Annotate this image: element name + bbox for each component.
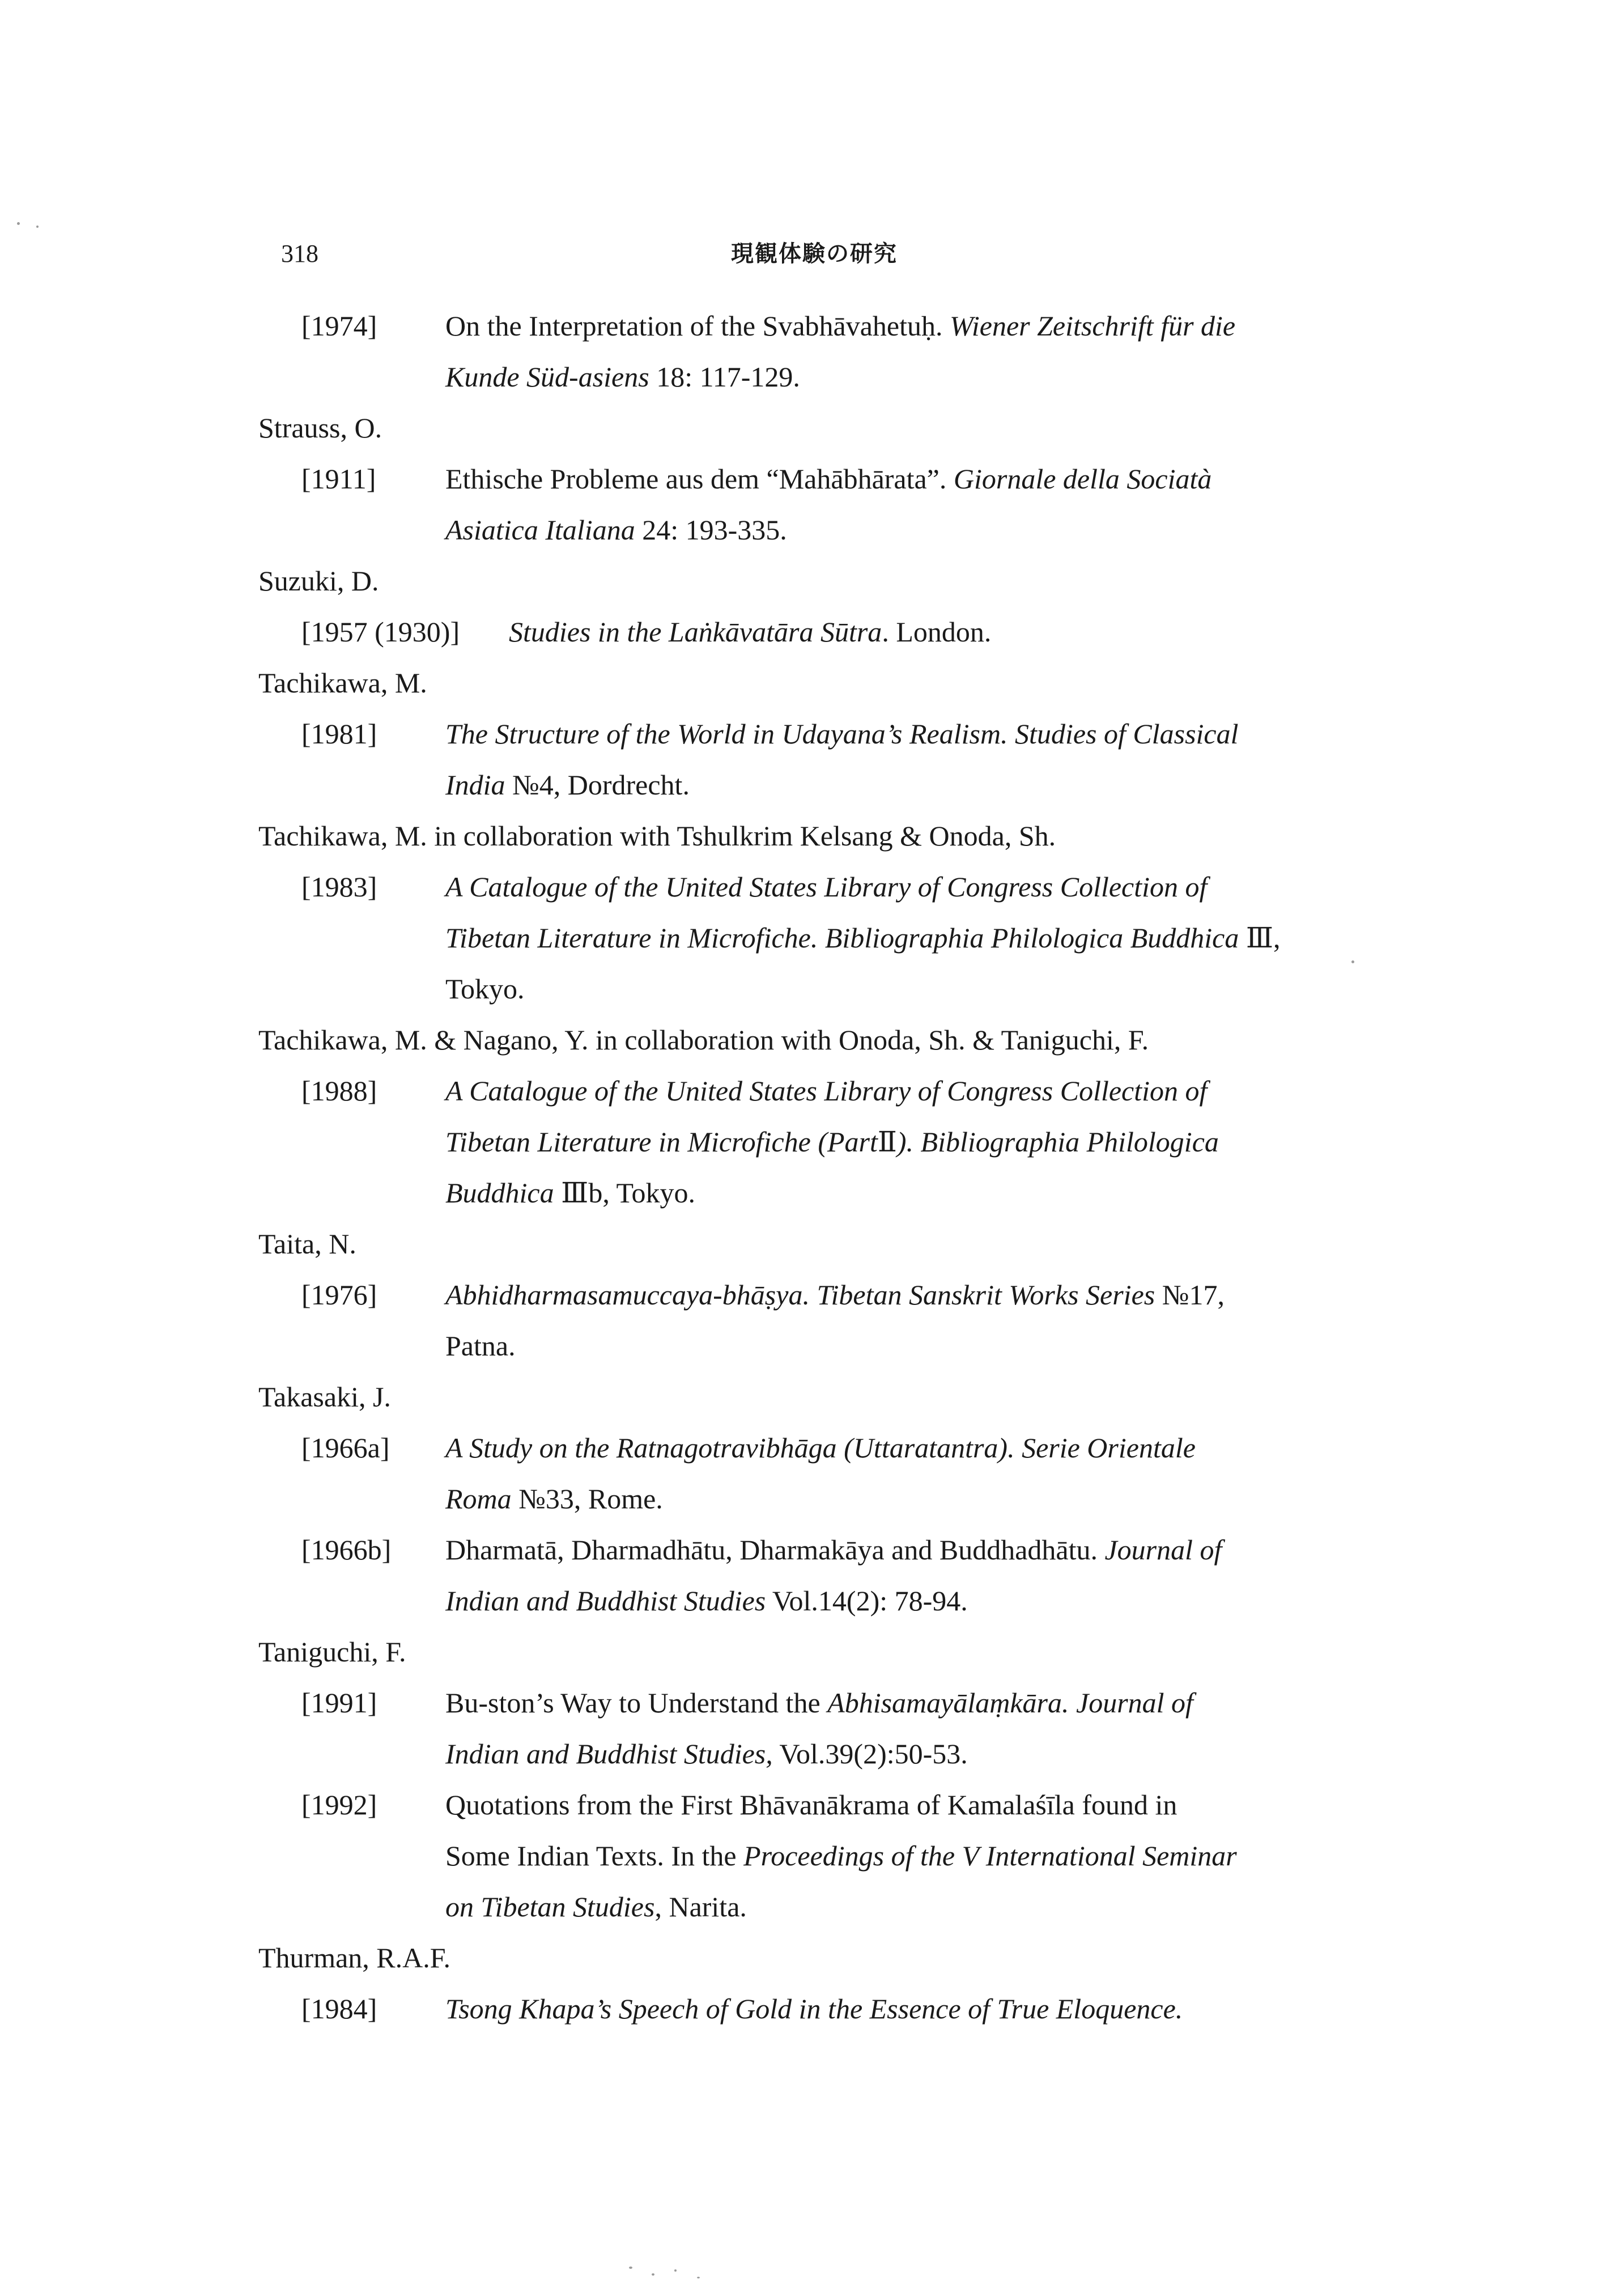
entry-text-line [445,357,800,397]
text-run: Some Indian Texts. In the [445,1840,744,1872]
italic-text-run: Asiatica Italiana [445,514,635,546]
italic-text-run: Giornale della Sociatà [953,463,1212,495]
entry-text-line [445,1428,1196,1468]
entry-year: [1992] [301,1789,377,1821]
text-run: 18: 117-129. [649,361,800,393]
scan-speck [1351,960,1354,963]
author-heading: Taniguchi, F. [258,1636,406,1668]
author-heading: Tachikawa, M. [258,667,427,699]
entry-text-line [445,969,525,1009]
entry-text-line [445,459,1211,499]
text-run: Ⅱ [877,1126,897,1158]
entry-text-line [445,1071,1207,1111]
text-run: Quotations from the First Bhāvanākrama of Kamalaśīla found in [445,1789,1177,1821]
italic-text-run: Studies in the Laṅkāvatāra Sūtra [509,616,882,648]
text-run: On the Interpretation of the Svabhāvahetuḥ. [445,310,950,342]
entry-text-line [445,918,1281,958]
italic-text-run: A Study on the Ratnagotravibhāga (Uttaratantra). Serie Orientale [445,1432,1196,1464]
entry-text-line [445,1683,1193,1723]
italic-text-run: on Tibetan Studies [445,1891,655,1923]
scan-speck [697,2277,700,2278]
author-heading: Tachikawa, M. & Nagano, Y. in collaboration with Onoda, Sh. & Taniguchi, F. [258,1024,1149,1056]
entry-year: [1976] [301,1279,377,1311]
entry-text-line [445,1581,968,1621]
entry-year: [1957 (1930)] [301,616,460,648]
entry-text-line [445,1479,663,1519]
italic-text-run: Proceedings of the V International Seminar [743,1840,1237,1872]
entry-text-line [445,1326,516,1366]
entry-year: [1974] [301,310,377,342]
author-heading: Tachikawa, M. in collaboration with Tshulkrim Kelsang & Onoda, Sh. [258,820,1056,852]
author-heading: Strauss, O. [258,412,382,444]
entry-text-line [445,1836,1237,1876]
entry-year: [1983] [301,871,377,903]
text-run: , Narita. [654,1891,747,1923]
entry-text-line [445,1173,695,1213]
running-title: 現観体験の研究 [731,241,898,267]
entry-year: [1988] [301,1075,377,1107]
text-run: . London. [882,616,992,648]
text-run: Ⅲ, [1239,922,1281,954]
entry-text-line [445,510,787,550]
author-heading: Takasaki, J. [258,1381,391,1413]
author-heading: Thurman, R.A.F. [258,1942,451,1974]
italic-text-run: Roma [445,1483,512,1515]
text-run: Dharmatā, Dharmadhātu, Dharmakāya and Buddhadhātu. [445,1534,1105,1566]
italic-text-run: A Catalogue of the United States Library of Congress Collection of [445,871,1208,903]
text-run: №33, Rome. [511,1483,663,1515]
italic-text-run: Tibetan Literature in Microfiche. Bibliographia Philologica Buddhica [445,922,1239,954]
italic-text-run: Abhidharmasamuccaya-bhāṣya. Tibetan Sanskrit Works Series [445,1279,1155,1311]
entry-text-line [445,714,1239,754]
italic-text-run: India [445,769,505,801]
entry-text-line [445,1122,1219,1162]
italic-text-run: A Catalogue of the United States Library of Congress Collection of [445,1075,1208,1107]
entry-year: [1981] [301,718,377,750]
italic-text-run: Buddhica [445,1177,554,1209]
entry-text-line [445,867,1207,907]
italic-text-run: Tsong Khapa’s Speech of Gold in the Essence of True Eloquence. [445,1993,1183,2025]
text-run: Vol.39(2):50-53. [772,1738,968,1770]
italic-text-run: Tibetan Literature in Microfiche (Part [445,1126,878,1158]
italic-text-run: Indian and Buddhist Studies, [445,1738,773,1770]
entry-text-line [445,1785,1177,1825]
italic-text-run: Abhisamayālaṃkāra. Journal of [827,1687,1193,1719]
entry-year: [1984] [301,1993,377,2025]
entry-year: [1911] [301,463,376,495]
italic-text-run: Journal of [1104,1534,1222,1566]
text-run: Tokyo. [445,973,525,1005]
scan-speck [629,2267,632,2269]
scan-speck [17,222,20,225]
text-run: 24: 193-335. [635,514,787,546]
scan-speck [36,226,39,228]
entry-text-line [445,765,690,805]
text-run: Ⅲb, Tokyo. [554,1177,696,1209]
entry-text-line [445,1275,1225,1315]
text-run: №4, Dordrecht. [505,769,690,801]
entry-text-line [445,1734,968,1774]
italic-text-run: The Structure of the World in Udayana’s Realism. Studies of Classical [445,718,1239,750]
text-run: Vol.14(2): 78-94. [766,1585,968,1617]
italic-text-run: Wiener Zeitschrift für die [950,310,1236,342]
entry-text-line [445,1530,1222,1570]
entry-text-line [445,1989,1183,2029]
page-number: 318 [281,240,318,267]
entry-text-line [445,1887,747,1927]
italic-text-run: ). Bibliographia Philologica [896,1126,1219,1158]
entry-year: [1966a] [301,1432,390,1464]
text-run: Ethische Probleme aus dem “Mahābhārata”. [445,463,954,495]
scan-speck [652,2273,654,2276]
entry-year: [1991] [301,1687,377,1719]
entry-text-line [509,612,991,652]
author-heading: Taita, N. [258,1228,356,1260]
entry-text-line [445,306,1235,346]
text-run: Patna. [445,1330,516,1362]
scan-speck [674,2269,677,2272]
entry-year: [1966b] [301,1534,392,1566]
text-run: Bu-ston’s Way to Understand the [445,1687,828,1719]
italic-text-run: Kunde Süd-asiens [445,361,649,393]
text-run: №17, [1155,1279,1225,1311]
author-heading: Suzuki, D. [258,565,379,597]
italic-text-run: Indian and Buddhist Studies [445,1585,766,1617]
